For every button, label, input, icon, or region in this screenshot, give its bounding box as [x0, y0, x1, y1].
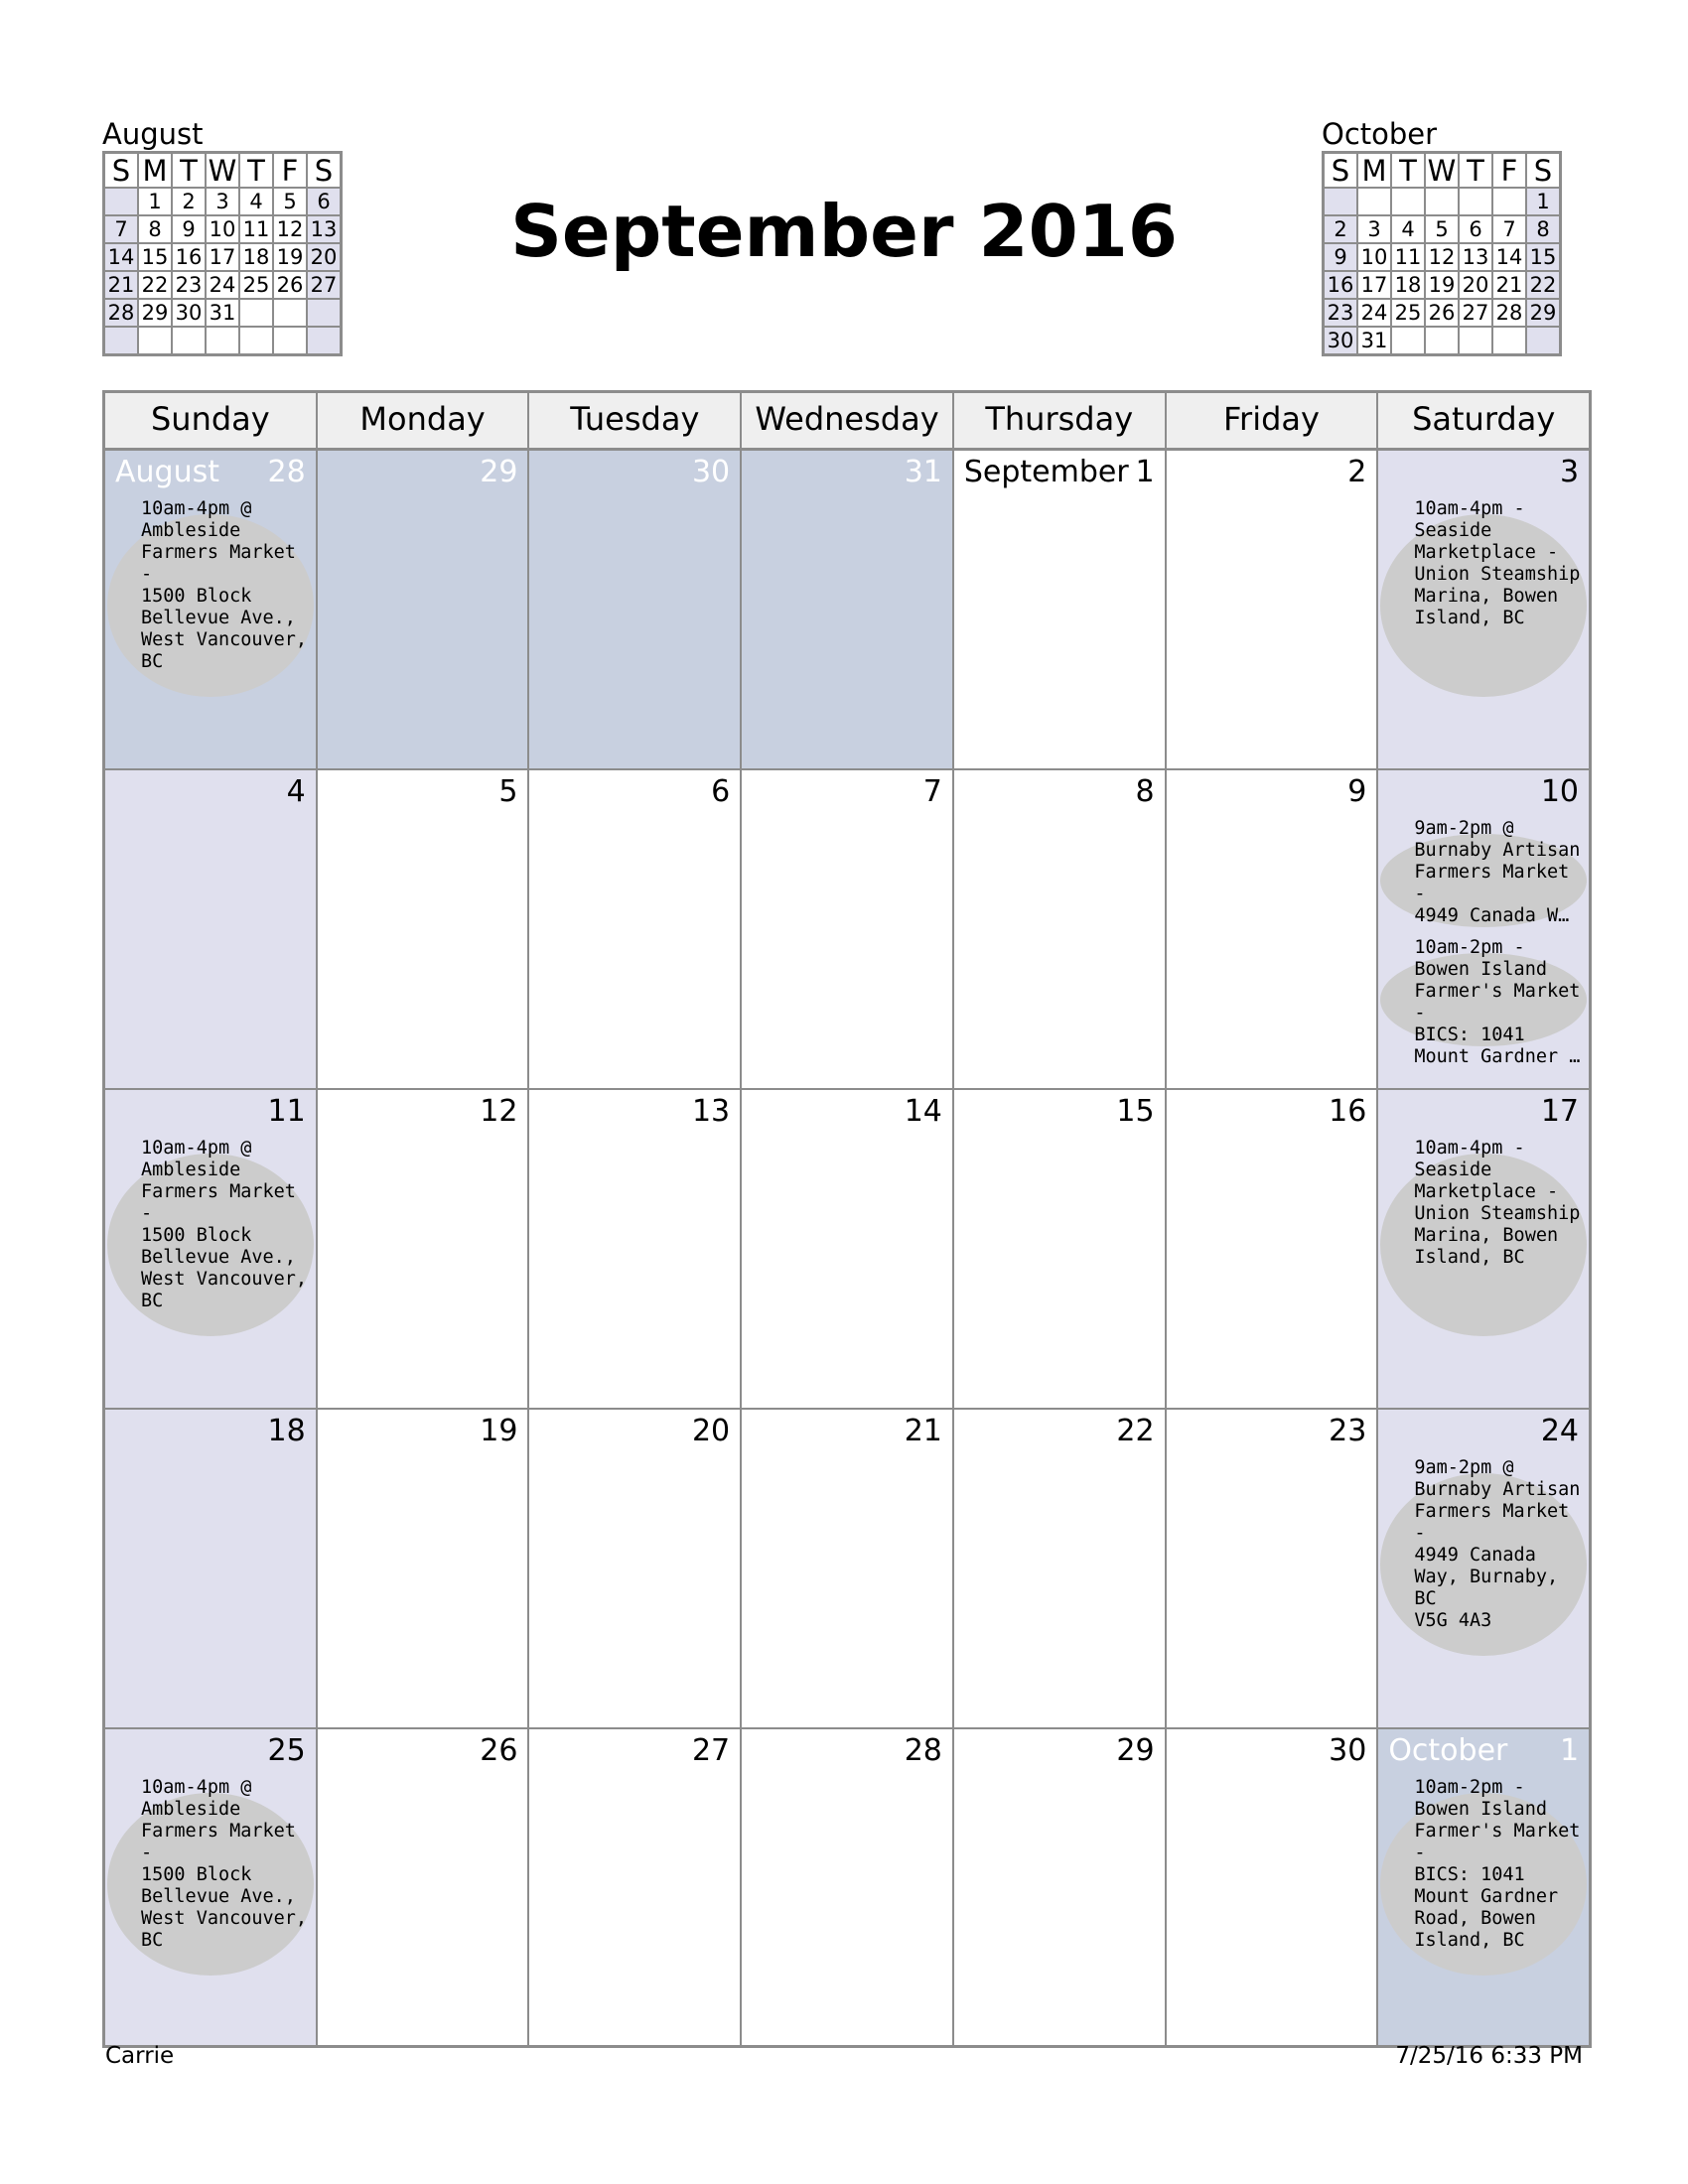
calendar-event[interactable] [1378, 1138, 1589, 1336]
event-text: 10am-4pm @ Ambleside Farmers Market - 1500 Block Bellevue Ave., West Vancouver, BC [141, 1777, 308, 1951]
day-cell[interactable] [954, 1090, 1167, 1408]
day-cell[interactable] [318, 770, 530, 1088]
mini-day: 23 [172, 271, 206, 299]
calendar-event[interactable] [105, 1777, 316, 1976]
calendar-event[interactable] [1378, 498, 1589, 697]
mini-day: 18 [239, 243, 273, 271]
day-month-label: August [115, 455, 219, 489]
mini-day: 19 [1425, 271, 1459, 299]
day-cell[interactable] [529, 770, 742, 1088]
mini-day: 19 [273, 243, 307, 271]
mini-day: 18 [1391, 271, 1425, 299]
day-number: 19 [480, 1414, 518, 1448]
mini-day: 8 [138, 215, 172, 243]
day-number: 25 [267, 1733, 306, 1768]
day-number: 31 [904, 455, 942, 489]
mini-day: 20 [307, 243, 342, 271]
event-text: 10am-2pm - Bowen Island Farmer's Market - BICS: 1041 Mount Gardner … [1414, 937, 1581, 1067]
day-cell[interactable] [105, 1410, 318, 1727]
mini-day: 9 [1324, 243, 1358, 271]
calendar-event[interactable] [1378, 818, 1589, 927]
mini-weekday-label: T [239, 153, 273, 189]
mini-day: 3 [206, 188, 239, 215]
day-cell[interactable] [954, 1729, 1167, 2045]
day-cell[interactable] [529, 1090, 742, 1408]
mini-day: 6 [1459, 215, 1492, 243]
mini-day: 31 [1357, 327, 1391, 355]
day-cell[interactable] [1378, 1410, 1589, 1727]
calendar-event[interactable] [1378, 937, 1589, 1067]
mini-weekday-label: W [206, 153, 239, 189]
event-list [1378, 1457, 1589, 1666]
day-cell[interactable] [105, 1090, 318, 1408]
mini-week-row [1324, 299, 1561, 327]
mini-day: 9 [172, 215, 206, 243]
day-number: 29 [1116, 1733, 1155, 1768]
event-list [1378, 1138, 1589, 1346]
mini-day: 28 [104, 299, 139, 327]
day-cell[interactable] [954, 1410, 1167, 1727]
event-text: 10am-4pm @ Ambleside Farmers Market - 1500 Block Bellevue Ave., West Vancouver, BC [141, 498, 308, 672]
day-cell[interactable] [1378, 451, 1589, 768]
mini-day: 31 [206, 299, 239, 327]
event-text: 10am-4pm @ Ambleside Farmers Market - 1500 Block Bellevue Ave., West Vancouver, BC [141, 1138, 308, 1311]
mini-day: 23 [1324, 299, 1358, 327]
event-text: 10am-2pm - Bowen Island Farmer's Market - BICS: 1041 Mount Gardner Road, Bowen Island, BC [1414, 1777, 1581, 1951]
mini-day: 3 [1357, 215, 1391, 243]
day-cell[interactable] [318, 1729, 530, 2045]
mini-day [273, 299, 307, 327]
mini-weekday-row [104, 153, 342, 189]
mini-calendar-prev-title: August [102, 117, 204, 151]
day-cell[interactable] [529, 451, 742, 768]
day-number: 1 [1135, 455, 1155, 489]
mini-day [138, 327, 172, 355]
mini-day: 5 [273, 188, 307, 215]
month-grid [102, 390, 1592, 2048]
mini-day: 5 [1425, 215, 1459, 243]
day-number: 14 [904, 1094, 942, 1129]
weekday-header-monday: Monday [318, 393, 530, 448]
mini-day: 26 [273, 271, 307, 299]
mini-day: 11 [239, 215, 273, 243]
day-number: 23 [1329, 1414, 1367, 1448]
mini-day: 4 [1391, 215, 1425, 243]
mini-day: 17 [206, 243, 239, 271]
mini-day: 17 [1357, 271, 1391, 299]
day-number: 2 [1347, 455, 1367, 489]
day-month-label: October [1388, 1733, 1508, 1768]
mini-day: 24 [1357, 299, 1391, 327]
calendar-event[interactable] [1378, 1777, 1589, 1976]
mini-day: 13 [1459, 243, 1492, 271]
mini-day [1459, 327, 1492, 355]
mini-day: 21 [1492, 271, 1526, 299]
mini-day [1526, 327, 1561, 355]
mini-day: 26 [1425, 299, 1459, 327]
day-cell[interactable] [742, 451, 954, 768]
mini-day [172, 327, 206, 355]
mini-day: 1 [138, 188, 172, 215]
mini-day [1425, 327, 1459, 355]
mini-weekday-label: S [1324, 153, 1358, 189]
event-list [1378, 818, 1589, 1067]
day-number: 10 [1540, 774, 1580, 809]
weekday-header-sunday: Sunday [105, 393, 318, 448]
mini-week-row [1324, 327, 1561, 355]
mini-weekday-row [1324, 153, 1561, 189]
day-cell[interactable] [318, 1410, 530, 1727]
day-number: 17 [1540, 1094, 1580, 1129]
mini-day [1391, 327, 1425, 355]
mini-day: 27 [1459, 299, 1492, 327]
week-row [105, 770, 1589, 1090]
mini-day: 28 [1492, 299, 1526, 327]
mini-day [307, 327, 342, 355]
weekday-header-saturday: Saturday [1378, 393, 1589, 448]
day-cell[interactable] [1378, 1729, 1589, 2045]
mini-week-row [104, 299, 342, 327]
mini-weekday-label: M [1357, 153, 1391, 189]
mini-weekday-label: T [1459, 153, 1492, 189]
mini-day: 15 [138, 243, 172, 271]
mini-day [307, 299, 342, 327]
mini-weekday-label: S [1526, 153, 1561, 189]
mini-day: 11 [1391, 243, 1425, 271]
footer-author: Carrie [105, 2043, 175, 2069]
day-cell[interactable] [742, 1410, 954, 1727]
day-number: 1 [1559, 1733, 1580, 1768]
page-title: September 2016 [510, 190, 1178, 273]
mini-day: 14 [104, 243, 139, 271]
day-number: 28 [267, 455, 306, 489]
day-number: 11 [267, 1094, 306, 1129]
mini-week-row [104, 327, 342, 355]
mini-day: 10 [1357, 243, 1391, 271]
day-number: 3 [1559, 455, 1580, 489]
weeks-container [105, 451, 1589, 2045]
mini-day: 30 [172, 299, 206, 327]
mini-day [104, 327, 139, 355]
day-cell[interactable] [529, 1410, 742, 1727]
day-cell[interactable] [1167, 1090, 1379, 1408]
day-number: 9 [1347, 774, 1367, 809]
mini-day: 16 [172, 243, 206, 271]
day-cell[interactable] [105, 451, 318, 768]
mini-day: 12 [273, 215, 307, 243]
day-cell[interactable] [1378, 1090, 1589, 1408]
day-cell[interactable] [105, 1729, 318, 2045]
mini-day [206, 327, 239, 355]
weekday-header-wednesday: Wednesday [742, 393, 954, 448]
weekday-header-row [105, 393, 1589, 451]
week-row [105, 1090, 1589, 1410]
weekday-header-tuesday: Tuesday [529, 393, 742, 448]
mini-day: 29 [138, 299, 172, 327]
day-number: 8 [1135, 774, 1155, 809]
calendar-event[interactable] [105, 498, 316, 697]
day-number: 26 [480, 1733, 518, 1768]
day-number: 12 [480, 1094, 518, 1129]
day-number: 27 [691, 1733, 731, 1768]
mini-weekday-label: M [138, 153, 172, 189]
weekday-header-thursday: Thursday [954, 393, 1167, 448]
day-cell[interactable] [742, 1729, 954, 2045]
day-number: 13 [691, 1094, 731, 1129]
event-list [105, 1138, 316, 1346]
day-number: 16 [1329, 1094, 1367, 1129]
day-number: 6 [711, 774, 731, 809]
day-cell[interactable] [742, 770, 954, 1088]
mini-day: 6 [307, 188, 342, 215]
event-text: 10am-4pm - Seaside Marketplace - Union Steamship Marina, Bowen Island, BC [1414, 498, 1581, 628]
footer-printed-timestamp: 7/25/16 6:33 PM [1395, 2043, 1583, 2069]
mini-day [1492, 327, 1526, 355]
day-cell[interactable] [1167, 1410, 1379, 1727]
mini-day [239, 299, 273, 327]
event-list [1378, 1777, 1589, 1985]
mini-day: 27 [307, 271, 342, 299]
calendar-event[interactable] [105, 1138, 316, 1336]
day-cell[interactable] [529, 1729, 742, 2045]
mini-day: 8 [1526, 215, 1561, 243]
event-list [1378, 498, 1589, 707]
mini-day: 10 [206, 215, 239, 243]
mini-day: 16 [1324, 271, 1358, 299]
mini-day: 13 [307, 215, 342, 243]
day-number: 15 [1116, 1094, 1155, 1129]
day-number: 30 [1329, 1733, 1367, 1768]
mini-weekday-label: F [273, 153, 307, 189]
day-cell[interactable] [954, 451, 1167, 768]
event-text: 10am-4pm - Seaside Marketplace - Union Steamship Marina, Bowen Island, BC [1414, 1138, 1581, 1268]
mini-day: 21 [104, 271, 139, 299]
mini-day: 22 [138, 271, 172, 299]
day-cell[interactable] [742, 1090, 954, 1408]
mini-weekday-label: T [1391, 153, 1425, 189]
day-number: 22 [1116, 1414, 1155, 1448]
day-number: 30 [691, 455, 731, 489]
day-number: 7 [922, 774, 942, 809]
mini-day: 22 [1526, 271, 1561, 299]
mini-day: 4 [239, 188, 273, 215]
day-cell[interactable] [318, 451, 530, 768]
mini-day [239, 327, 273, 355]
mini-day: 20 [1459, 271, 1492, 299]
day-month-label: September [963, 455, 1129, 489]
weekday-header-friday: Friday [1167, 393, 1379, 448]
mini-day: 12 [1425, 243, 1459, 271]
day-number: 20 [691, 1414, 731, 1448]
week-row [105, 451, 1589, 770]
day-number: 28 [904, 1733, 942, 1768]
mini-day: 14 [1492, 243, 1526, 271]
mini-weekday-label: F [1492, 153, 1526, 189]
mini-day: 2 [1324, 215, 1358, 243]
day-cell[interactable] [1167, 451, 1379, 768]
calendar-event[interactable] [1378, 1457, 1589, 1656]
day-cell[interactable] [954, 770, 1167, 1088]
mini-day: 7 [1492, 215, 1526, 243]
event-list [105, 1777, 316, 1985]
week-row [105, 1410, 1589, 1729]
mini-weekday-label: S [104, 153, 139, 189]
mini-day [273, 327, 307, 355]
mini-weekday-label: T [172, 153, 206, 189]
event-list [105, 498, 316, 707]
mini-day: 30 [1324, 327, 1358, 355]
mini-weekday-label: S [307, 153, 342, 189]
mini-day: 1 [1526, 188, 1561, 215]
mini-day: 2 [172, 188, 206, 215]
day-number: 29 [480, 455, 518, 489]
event-text: 9am-2pm @ Burnaby Artisan Farmers Market - 4949 Canada W… [1414, 818, 1581, 926]
mini-day: 15 [1526, 243, 1561, 271]
day-number: 24 [1540, 1414, 1580, 1448]
day-cell[interactable] [318, 1090, 530, 1408]
day-cell[interactable] [1167, 770, 1379, 1088]
mini-day: 25 [239, 271, 273, 299]
mini-day: 7 [104, 215, 139, 243]
day-cell[interactable] [1167, 1729, 1379, 2045]
mini-day: 25 [1391, 299, 1425, 327]
event-text: 9am-2pm @ Burnaby Artisan Farmers Market - 4949 Canada Way, Burnaby, BC V5G 4A3 [1414, 1457, 1581, 1631]
week-row [105, 1729, 1589, 2045]
mini-weekday-label: W [1425, 153, 1459, 189]
mini-calendar-next-title: October [1322, 117, 1438, 151]
mini-day: 24 [206, 271, 239, 299]
day-number: 4 [286, 774, 306, 809]
mini-day: 29 [1526, 299, 1561, 327]
day-number: 18 [267, 1414, 306, 1448]
day-cell[interactable] [105, 770, 318, 1088]
day-number: 5 [498, 774, 518, 809]
day-number: 21 [904, 1414, 942, 1448]
day-cell[interactable] [1378, 770, 1589, 1088]
